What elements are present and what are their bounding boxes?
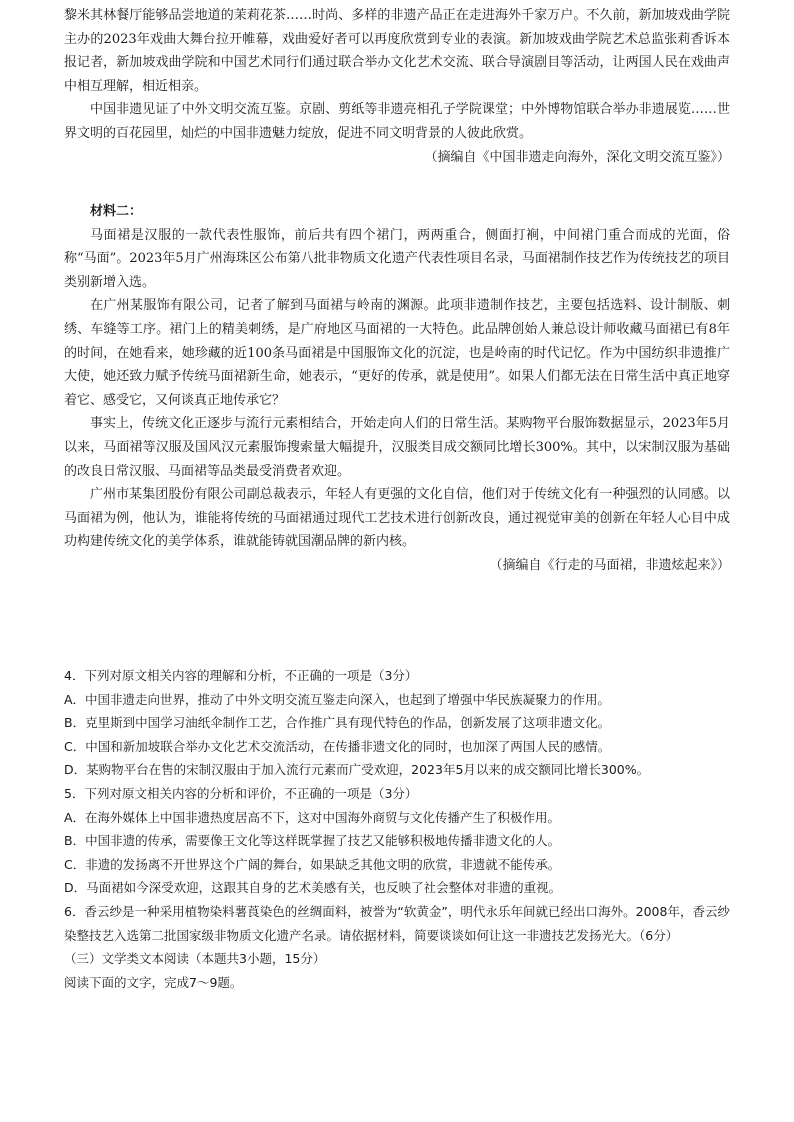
question-5-option-a: A．在海外媒体上中国非遗热度居高不下，这对中国海外商贸与文化传播产生了积极作用。 [64, 809, 561, 825]
material-two-source: （摘编自《行走的马面裙，非遗炫起来》） [489, 557, 730, 573]
material-one-source: （摘编自《中国非遗走向海外，深化文明交流互鉴》） [424, 149, 730, 165]
question-4-stem: 4．下列对原文相关内容的理解和分析，不正确的一项是（3分） [64, 668, 418, 683]
material-two-paragraph: 马面裙是汉服的一款代表性服饰，前后共有四个裙门，两两重合，侧面打裥，中间裙门重合而成的光面，俗称“马面”。2023年5月广州海珠区公布第八批非物质文化遗产代表性项目名录，马面裙制作技艺作为传统技艺的项目类别新增入选。 [64, 227, 730, 290]
material-two [64, 200, 730, 578]
question-4-option-b: B．克里斯到中国学习油纸伞制作工艺，合作推广具有现代特色的作品，创新发展了这项非遗文化。 [64, 715, 611, 731]
question-4-option-c: C．中国和新加坡联合举办文化艺术交流活动，在传播非遗文化的同时，也加深了两国人民的感情。 [64, 738, 611, 754]
material-two-paragraph: 在广州某服饰有限公司，记者了解到马面裙与岭南的渊源。此项非遗制作技艺，主要包括选料、设计制版、刺绣、车缝等工序。裙门上的精美刺绣，是广府地区马面裙的一大特色。此品牌创始人兼总设计师收藏马面裙已有8年的时间，在她看来，她珍藏的近100条马面裙是中国服饰文化的沉淀，也是岭南的时代记忆。作为中国纺织非遗推广大使，她还致力赋予传统马面裙新生命，她表示，“更好的传承，就是使用”。如果人们都无法在日常生活中真正地穿着它、感受它，又何谈真正地传承它？ [64, 298, 730, 408]
material-two-label: 材料二： [90, 204, 143, 219]
material-two-paragraph: 广州市某集团股份有限公司副总裁表示，年轻人有更强的文化自信，他们对于传统文化有一种强烈的认同感。以马面裙为例，他认为，谁能将传统的马面裙通过现代工艺技术进行创新改良，通过视觉审美的创新在年轻人心目中成功构建传统文化的美学体系，谁就能铸就国潮品牌的新内核。 [64, 487, 730, 550]
question-5-option-d: D．马面裙如今深受欢迎，这跟其自身的艺术美感有关，也反映了社会整体对非遗的重视。 [64, 880, 562, 896]
section-three-heading: （三）文学类文本阅读（本题共3小题，15分） [64, 951, 326, 967]
question-6: 6．香云纱是一种采用植物染料薯莨染色的丝绸面料，被誉为“软黄金”，明代永乐年间就已经出口海外。2008年，香云纱染整技艺入选第二批国家级非物质文化遗产名录。请依据材料，简要谈谈如何让这一非遗技艺发扬光大。（6分） [64, 903, 730, 943]
material-two-paragraph: 事实上，传统文化正逐步与流行元素相结合，开始走向人们的日常生活。某购物平台服饰数据显示，2023年5月以来，马面裙等汉服及国风汉元素服饰搜索量大幅提升，汉服类目成交额同比增长300%。其中，以宋制汉服为基础的改良日常汉服、马面裙等品类最受消费者欢迎。 [64, 416, 730, 479]
question-block [64, 664, 730, 994]
question-4-option-a: A．中国非遗走向世界，推动了中外文明交流互鉴走向深入，也起到了增强中华民族凝聚力的作用。 [64, 691, 611, 707]
question-4-option-d: D．某购物平台在售的宋制汉服由于加入流行元素而广受欢迎，2023年5月以来的成交额同比增长300%。 [64, 762, 650, 778]
material-one-final-paragraph: 中国非遗见证了中外文明交流互鉴。京剧、剪纸等非遗亮相孔子学院课堂；中外博物馆联合举办非遗展览……世界文明的百花园里，灿烂的中国非遗魅力绽放，促进不同文明背景的人彼此欣赏。 [64, 102, 730, 141]
material-one-paragraph: 黎米其林餐厅能够品尝地道的茉莉花茶……时尚、多样的非遗产品正在走进海外千家万户。不久前，新加坡戏曲学院主办的2023年戏曲大舞台拉开帷幕，戏曲爱好者可以再度欣赏到专业的表演。新加坡戏曲学院艺术总监张莉香诉本报记者，新加坡戏曲学院和中国艺术同行们通过联合举办文化艺术交流、联合导演剧目等活动，让两国人民在戏曲声中相互理解，相近相亲。 [64, 8, 730, 94]
question-5-option-c: C．非遗的发扬离不开世界这个广阔的舞台，如果缺乏其他文明的欣赏，非遗就不能传承。 [64, 856, 561, 872]
material-one-continued [64, 4, 730, 169]
question-5-option-b: B．中国非遗的传承，需要像王文化等这样既掌握了技艺又能够积极地传播非遗文化的人。 [64, 833, 561, 849]
section-three-instruction: 阅读下面的文字，完成7～9题。 [64, 974, 243, 990]
question-5-stem: 5．下列对原文相关内容的分析和评价，不正确的一项是（3分） [64, 785, 418, 801]
